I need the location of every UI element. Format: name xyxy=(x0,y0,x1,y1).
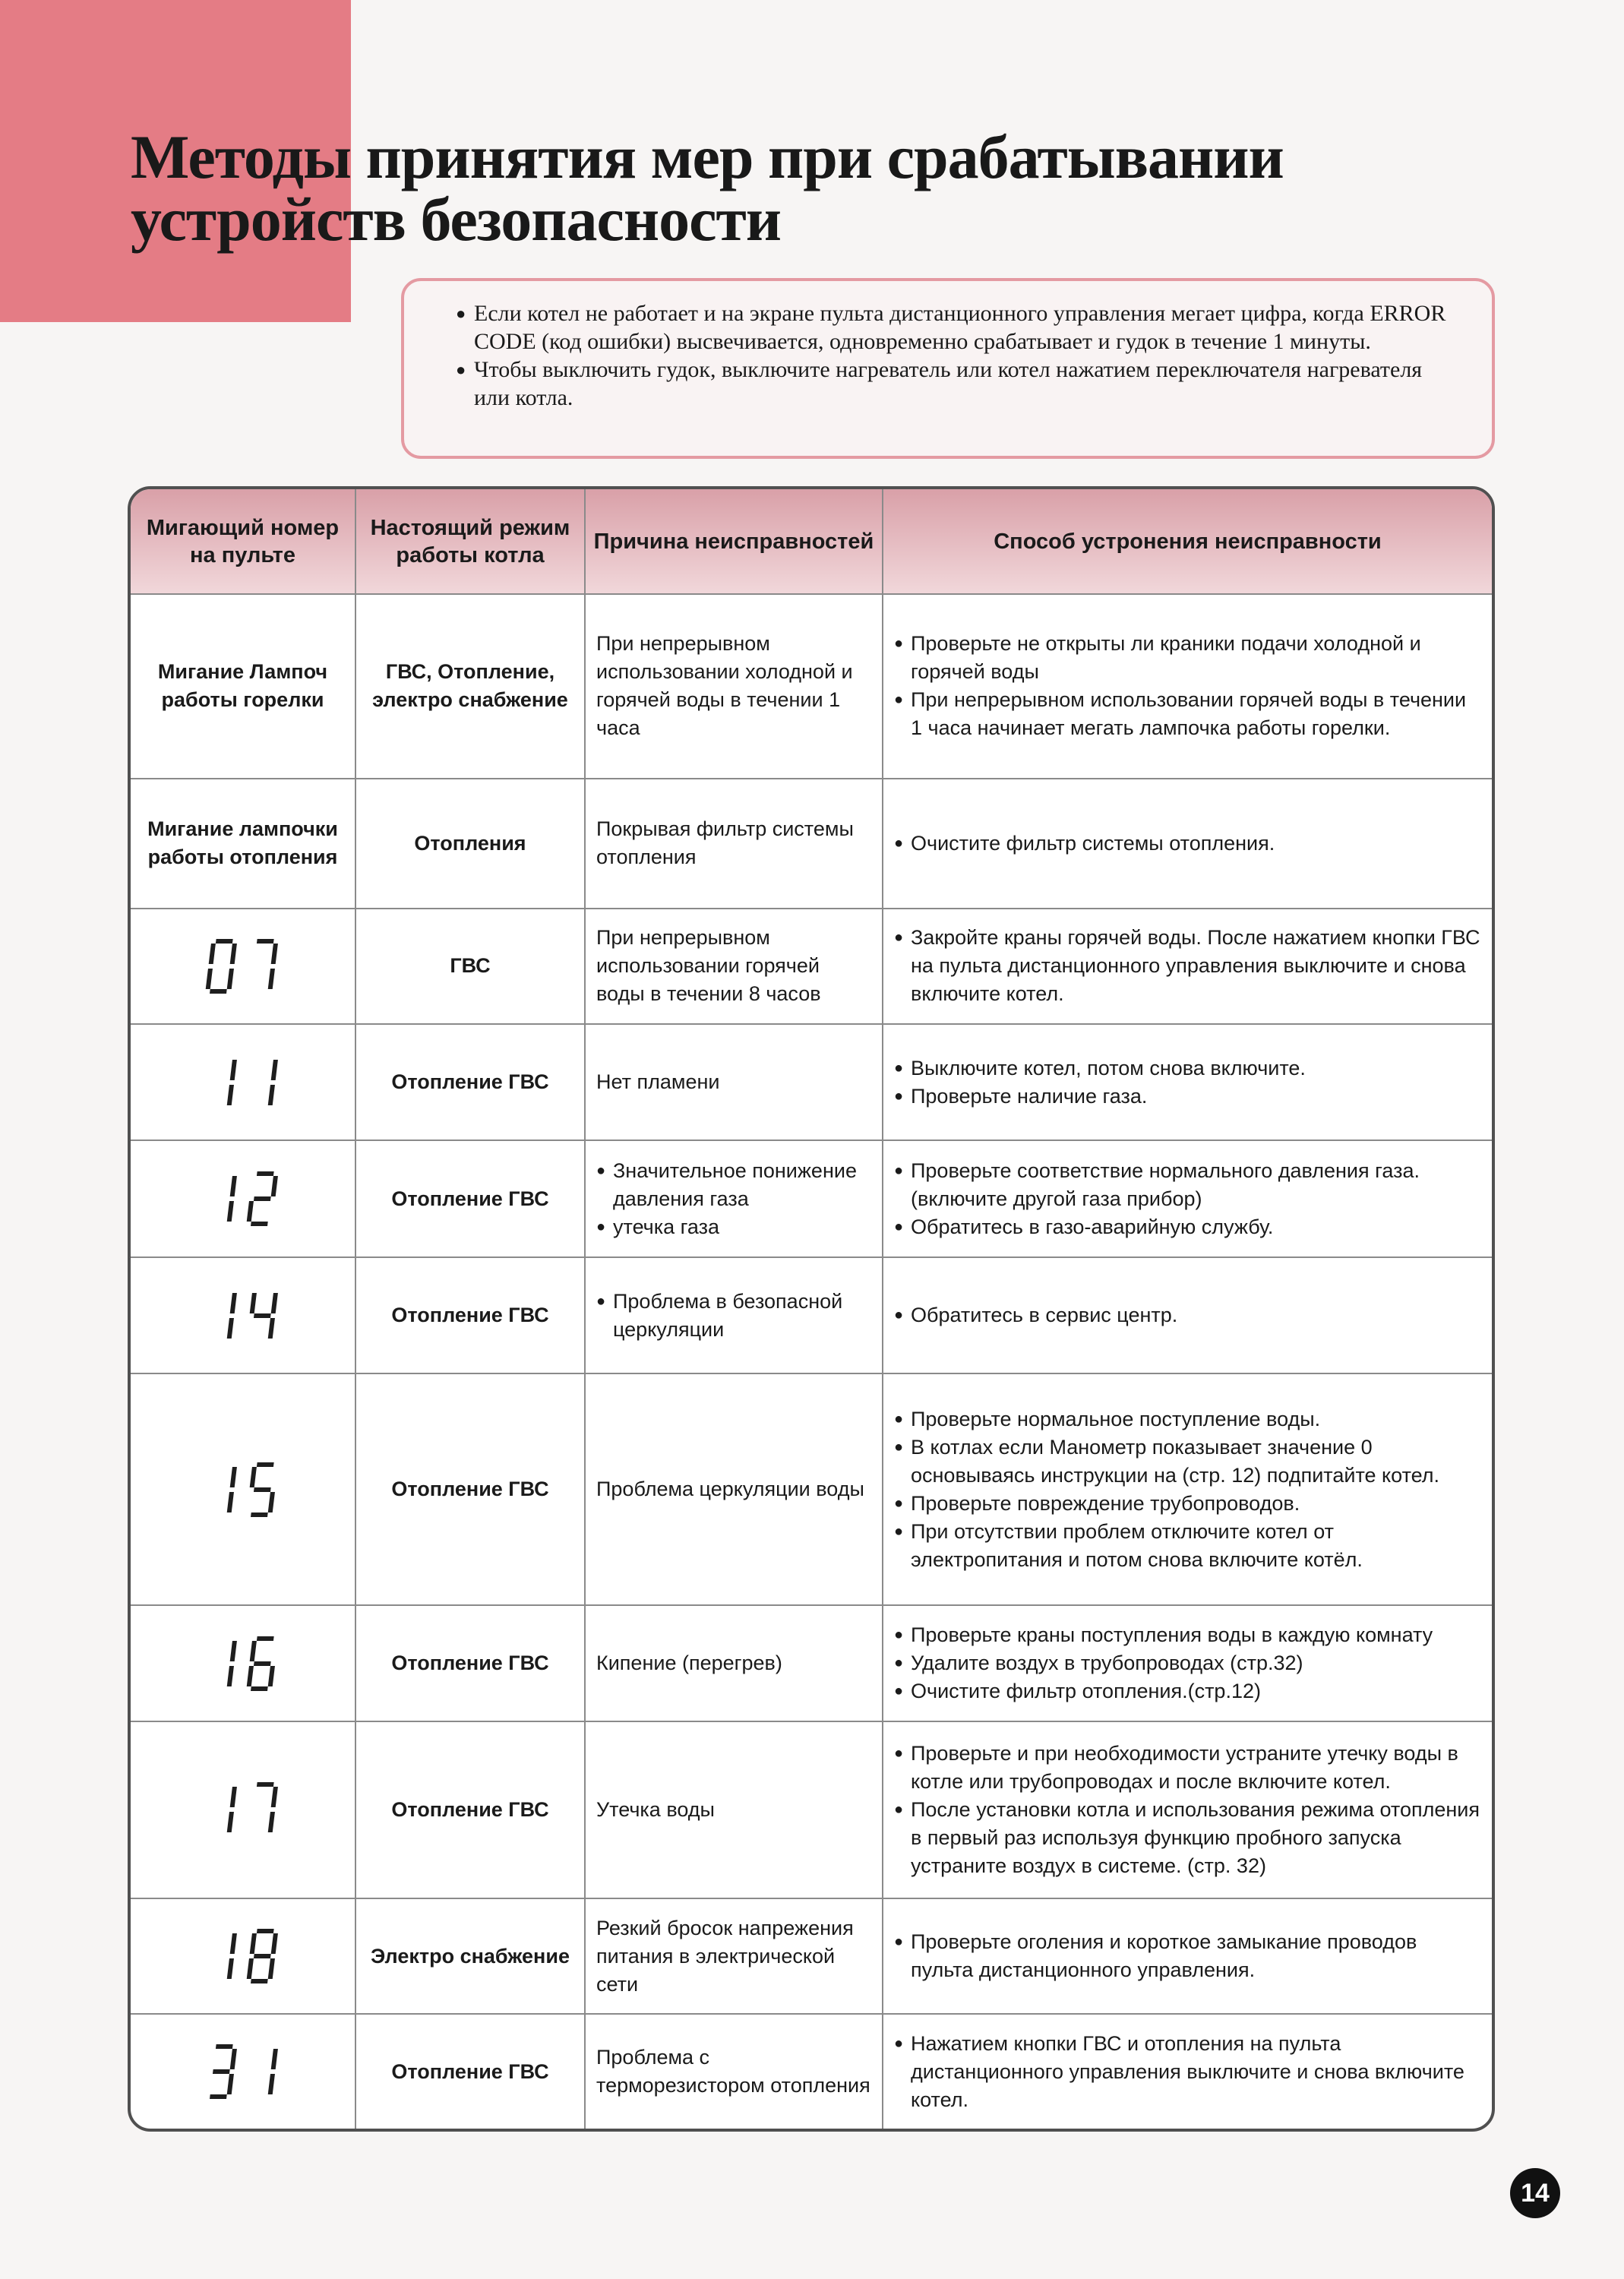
fix-item: ● Проверьте повреждение трубопроводов. xyxy=(894,1490,1481,1518)
table-header-row xyxy=(131,489,1492,594)
fix-cell xyxy=(883,594,1492,779)
cause-cell: Проблема с терморезистором отопления xyxy=(585,2014,883,2129)
lcd-segment xyxy=(226,1812,233,1832)
header-mode: Настоящий режим работы котла xyxy=(355,489,585,594)
lcd-code-display xyxy=(202,1049,284,1116)
lcd-segment xyxy=(226,1958,233,1979)
fix-cell xyxy=(883,1024,1492,1140)
mode-cell: Отопление ГВС xyxy=(355,1257,585,1373)
lcd-segment xyxy=(251,1222,268,1226)
mode-cell: Отопление ГВС xyxy=(355,1373,585,1605)
fix-item: ● Проверьте наличие газа. xyxy=(894,1083,1481,1111)
lcd-segment xyxy=(208,944,215,964)
note-box xyxy=(401,278,1495,459)
note-item: ● Чтобы выключить гудок, выключите нагреватель или котел нажатием переключателя нагревателя или котла. xyxy=(474,356,1461,412)
cause-item: ● утечка газа xyxy=(596,1213,871,1241)
lcd-segment xyxy=(229,1467,236,1487)
fix-item: ● Проверьте не открыты ли краники подачи холодной и горячей воды xyxy=(894,630,1481,686)
code-cell xyxy=(131,1024,355,1140)
fix-cell xyxy=(883,779,1492,909)
fix-item: ● После установки котла и использования режима отопления в первый раз используя функцию пробного запуска устраните воздух в системе. (стр. 32) xyxy=(894,1796,1481,1880)
lcd-code-display xyxy=(202,1776,284,1843)
code-cell xyxy=(131,1373,355,1605)
fix-cell xyxy=(883,2014,1492,2129)
lcd-segment xyxy=(246,1666,253,1686)
fix-item: ● Удалите воздух в трубопроводах (стр.32) xyxy=(894,1649,1481,1677)
lcd-segment xyxy=(229,1787,236,1807)
table-row xyxy=(131,1373,1492,1605)
lcd-segment xyxy=(229,1933,236,1954)
lcd-segment xyxy=(229,944,236,964)
cause-cell xyxy=(585,1257,883,1373)
fix-item: ● Очистите фильтр системы отопления. xyxy=(894,830,1481,858)
mode-cell: Отопление ГВС xyxy=(355,2014,585,2129)
fix-item: ● Проверьте краны поступления воды в каждую комнату xyxy=(894,1621,1481,1649)
lcd-segment xyxy=(226,1492,233,1512)
lcd-segment xyxy=(256,1462,273,1467)
lcd-segment xyxy=(253,1954,270,1958)
table-row xyxy=(131,1605,1492,1721)
lcd-segment xyxy=(267,1812,274,1832)
header-code: Мигающий номер на пульте xyxy=(131,489,355,594)
code-cell: Мигание Лампоч работы горелки xyxy=(131,594,355,779)
mode-cell: Отопления xyxy=(355,779,585,909)
table-row xyxy=(131,2014,1492,2129)
lcd-code-display xyxy=(202,1165,284,1232)
fix-item: ● При отсутствии проблем отключите котел от электропитания и потом снова включите котёл. xyxy=(894,1518,1481,1574)
mode-cell: Отопление ГВС xyxy=(355,1605,585,1721)
lcd-segment xyxy=(226,1666,233,1686)
code-cell xyxy=(131,1140,355,1258)
lcd-segment xyxy=(246,1201,253,1222)
lcd-segment xyxy=(226,1318,233,1339)
cause-cell: Резкий бросок напрежения питания в электрической сети xyxy=(585,1898,883,2015)
fix-item: ● Нажатием кнопки ГВС и отопления на пульта дистанционного управления выключите и снова включите котел. xyxy=(894,2030,1481,2114)
fix-item: ● Проверьте оголения и короткое замыкание проводов пульта дистанционного управления. xyxy=(894,1928,1481,1984)
fix-item: ● Проверьте и при необходимости устраните утечку воды в котле или трубопроводах и после включите котел. xyxy=(894,1740,1481,1796)
fix-cell xyxy=(883,1140,1492,1258)
fix-cell xyxy=(883,1257,1492,1373)
lcd-segment xyxy=(249,1293,256,1313)
cause-cell: Нет пламени xyxy=(585,1024,883,1140)
lcd-segment xyxy=(215,939,232,944)
lcd-segment xyxy=(270,944,277,964)
code-cell xyxy=(131,2014,355,2129)
table-row xyxy=(131,909,1492,1025)
cause-cell: Покрывая фильтр системы отопления xyxy=(585,779,883,909)
lcd-code-display xyxy=(202,1630,284,1697)
header-cause: Причина неисправностей xyxy=(585,489,883,594)
lcd-segment xyxy=(267,1666,274,1686)
lcd-code-display xyxy=(202,1282,284,1349)
lcd-segment xyxy=(229,2049,236,2069)
table-row xyxy=(131,1024,1492,1140)
cause-cell: При непрерывном использовании горячей воды в течении 8 часов xyxy=(585,909,883,1025)
cause-cell: При непрерывном использовании холодной и горячей воды в течении 1 часа xyxy=(585,594,883,779)
lcd-segment xyxy=(253,1196,270,1201)
note-item: ● Если котел не работает и на экране пульта дистанционного управления мегает цифра, когда ERROR CODE (код ошибки) высвечивается, одновременно срабатывает и гудок в течение 1 минуты. xyxy=(474,299,1461,356)
table-row xyxy=(131,1721,1492,1898)
page-number: 14 xyxy=(1510,2168,1560,2218)
fix-item: ● В котлах если Манометр показывает значение 0 основываясь инструкции на (стр. 12) подпитайте котел. xyxy=(894,1433,1481,1490)
fix-item: ● Выключите котел, потом снова включите. xyxy=(894,1054,1481,1083)
cause-cell: Утечка воды xyxy=(585,1721,883,1898)
lcd-segment xyxy=(249,1467,256,1487)
lcd-segment xyxy=(270,1787,277,1807)
page-title-line-1: Методы принятия мер при срабатывании xyxy=(131,122,1284,191)
lcd-segment xyxy=(253,1661,270,1666)
lcd-segment xyxy=(270,1293,277,1313)
cause-cell: Кипение (перегрев) xyxy=(585,1605,883,1721)
mode-cell: Отопление ГВС xyxy=(355,1721,585,1898)
lcd-segment xyxy=(251,1979,268,1983)
lcd-code-display xyxy=(202,1923,284,1990)
fix-item: ● Закройте краны горячей воды. После нажатием кнопки ГВС на пульта дистанционного управления выключите и снова включите котел. xyxy=(894,924,1481,1008)
lcd-segment xyxy=(226,2074,233,2094)
fix-item: ● Очистите фильтр отопления.(стр.12) xyxy=(894,1677,1481,1705)
fix-item: ● Обратитесь в газо-аварийную службу. xyxy=(894,1213,1481,1241)
lcd-code-display xyxy=(202,2038,284,2105)
lcd-segment xyxy=(253,1487,270,1492)
fix-cell xyxy=(883,1373,1492,1605)
lcd-segment xyxy=(253,1313,270,1318)
mode-cell: ГВС xyxy=(355,909,585,1025)
fix-cell xyxy=(883,1605,1492,1721)
lcd-segment xyxy=(267,2074,274,2094)
lcd-segment xyxy=(249,1933,256,1954)
mode-cell: Электро снабжение xyxy=(355,1898,585,2015)
lcd-segment xyxy=(229,1176,236,1196)
code-cell xyxy=(131,1605,355,1721)
lcd-segment xyxy=(256,939,273,944)
lcd-segment xyxy=(229,1293,236,1313)
lcd-segment xyxy=(226,969,233,989)
lcd-segment xyxy=(256,1782,273,1787)
mode-cell: ГВС, Отопление, электро снабжение xyxy=(355,594,585,779)
lcd-segment xyxy=(251,1686,268,1691)
fix-item: ● При непрерывном использовании горячей воды в течении 1 часа начинает мегать лампочка работы горелки. xyxy=(894,686,1481,742)
lcd-code-display xyxy=(202,933,284,1000)
table-row xyxy=(131,594,1492,779)
code-cell xyxy=(131,1721,355,1898)
lcd-segment xyxy=(270,1933,277,1954)
lcd-segment xyxy=(256,1929,273,1933)
lcd-code-display xyxy=(202,1456,284,1523)
fix-item: ● Проверьте соответствие нормального давления газа. (включите другой газа прибор) xyxy=(894,1157,1481,1213)
lcd-segment xyxy=(267,1492,274,1512)
code-cell xyxy=(131,1257,355,1373)
lcd-segment xyxy=(270,1176,277,1196)
code-cell: Мигание лампочки работы отопления xyxy=(131,779,355,909)
lcd-segment xyxy=(249,1641,256,1661)
code-cell xyxy=(131,1898,355,2015)
code-cell xyxy=(131,909,355,1025)
table-row xyxy=(131,1898,1492,2015)
lcd-segment xyxy=(205,969,212,989)
lcd-segment xyxy=(267,1958,274,1979)
lcd-segment xyxy=(267,1318,274,1339)
table-row xyxy=(131,1257,1492,1373)
fix-cell xyxy=(883,909,1492,1025)
fix-item: ● Обратитесь в сервис центр. xyxy=(894,1301,1481,1329)
lcd-segment xyxy=(270,1060,277,1080)
lcd-segment xyxy=(210,2094,227,2099)
lcd-segment xyxy=(270,2049,277,2069)
lcd-segment xyxy=(267,969,274,989)
table-row xyxy=(131,1140,1492,1258)
lcd-segment xyxy=(256,1636,273,1641)
mode-cell: Отопление ГВС xyxy=(355,1140,585,1258)
fix-cell xyxy=(883,1898,1492,2015)
page-title-line-2: устройств безопасности xyxy=(131,185,782,254)
lcd-segment xyxy=(212,2069,229,2074)
mode-cell: Отопление ГВС xyxy=(355,1024,585,1140)
lcd-segment xyxy=(256,1171,273,1176)
lcd-segment xyxy=(226,1085,233,1105)
lcd-segment xyxy=(246,1958,253,1979)
table-row xyxy=(131,779,1492,909)
lcd-segment xyxy=(251,1512,268,1517)
cause-cell xyxy=(585,1140,883,1258)
lcd-segment xyxy=(226,1201,233,1222)
lcd-segment xyxy=(215,2044,232,2049)
page-title xyxy=(131,122,1284,254)
lcd-segment xyxy=(267,1085,274,1105)
cause-cell: Проблема церкуляции воды xyxy=(585,1373,883,1605)
lcd-segment xyxy=(210,989,227,994)
cause-item: ● Значительное понижение давления газа xyxy=(596,1157,871,1213)
fix-cell xyxy=(883,1721,1492,1898)
error-code-table xyxy=(128,486,1495,2132)
lcd-segment xyxy=(229,1641,236,1661)
fix-item: ● Проверьте нормальное поступление воды. xyxy=(894,1405,1481,1433)
header-fix: Способ устронения неисправности xyxy=(883,489,1492,594)
cause-item: ● Проблема в безопасной церкуляции xyxy=(596,1288,871,1344)
lcd-segment xyxy=(229,1060,236,1080)
